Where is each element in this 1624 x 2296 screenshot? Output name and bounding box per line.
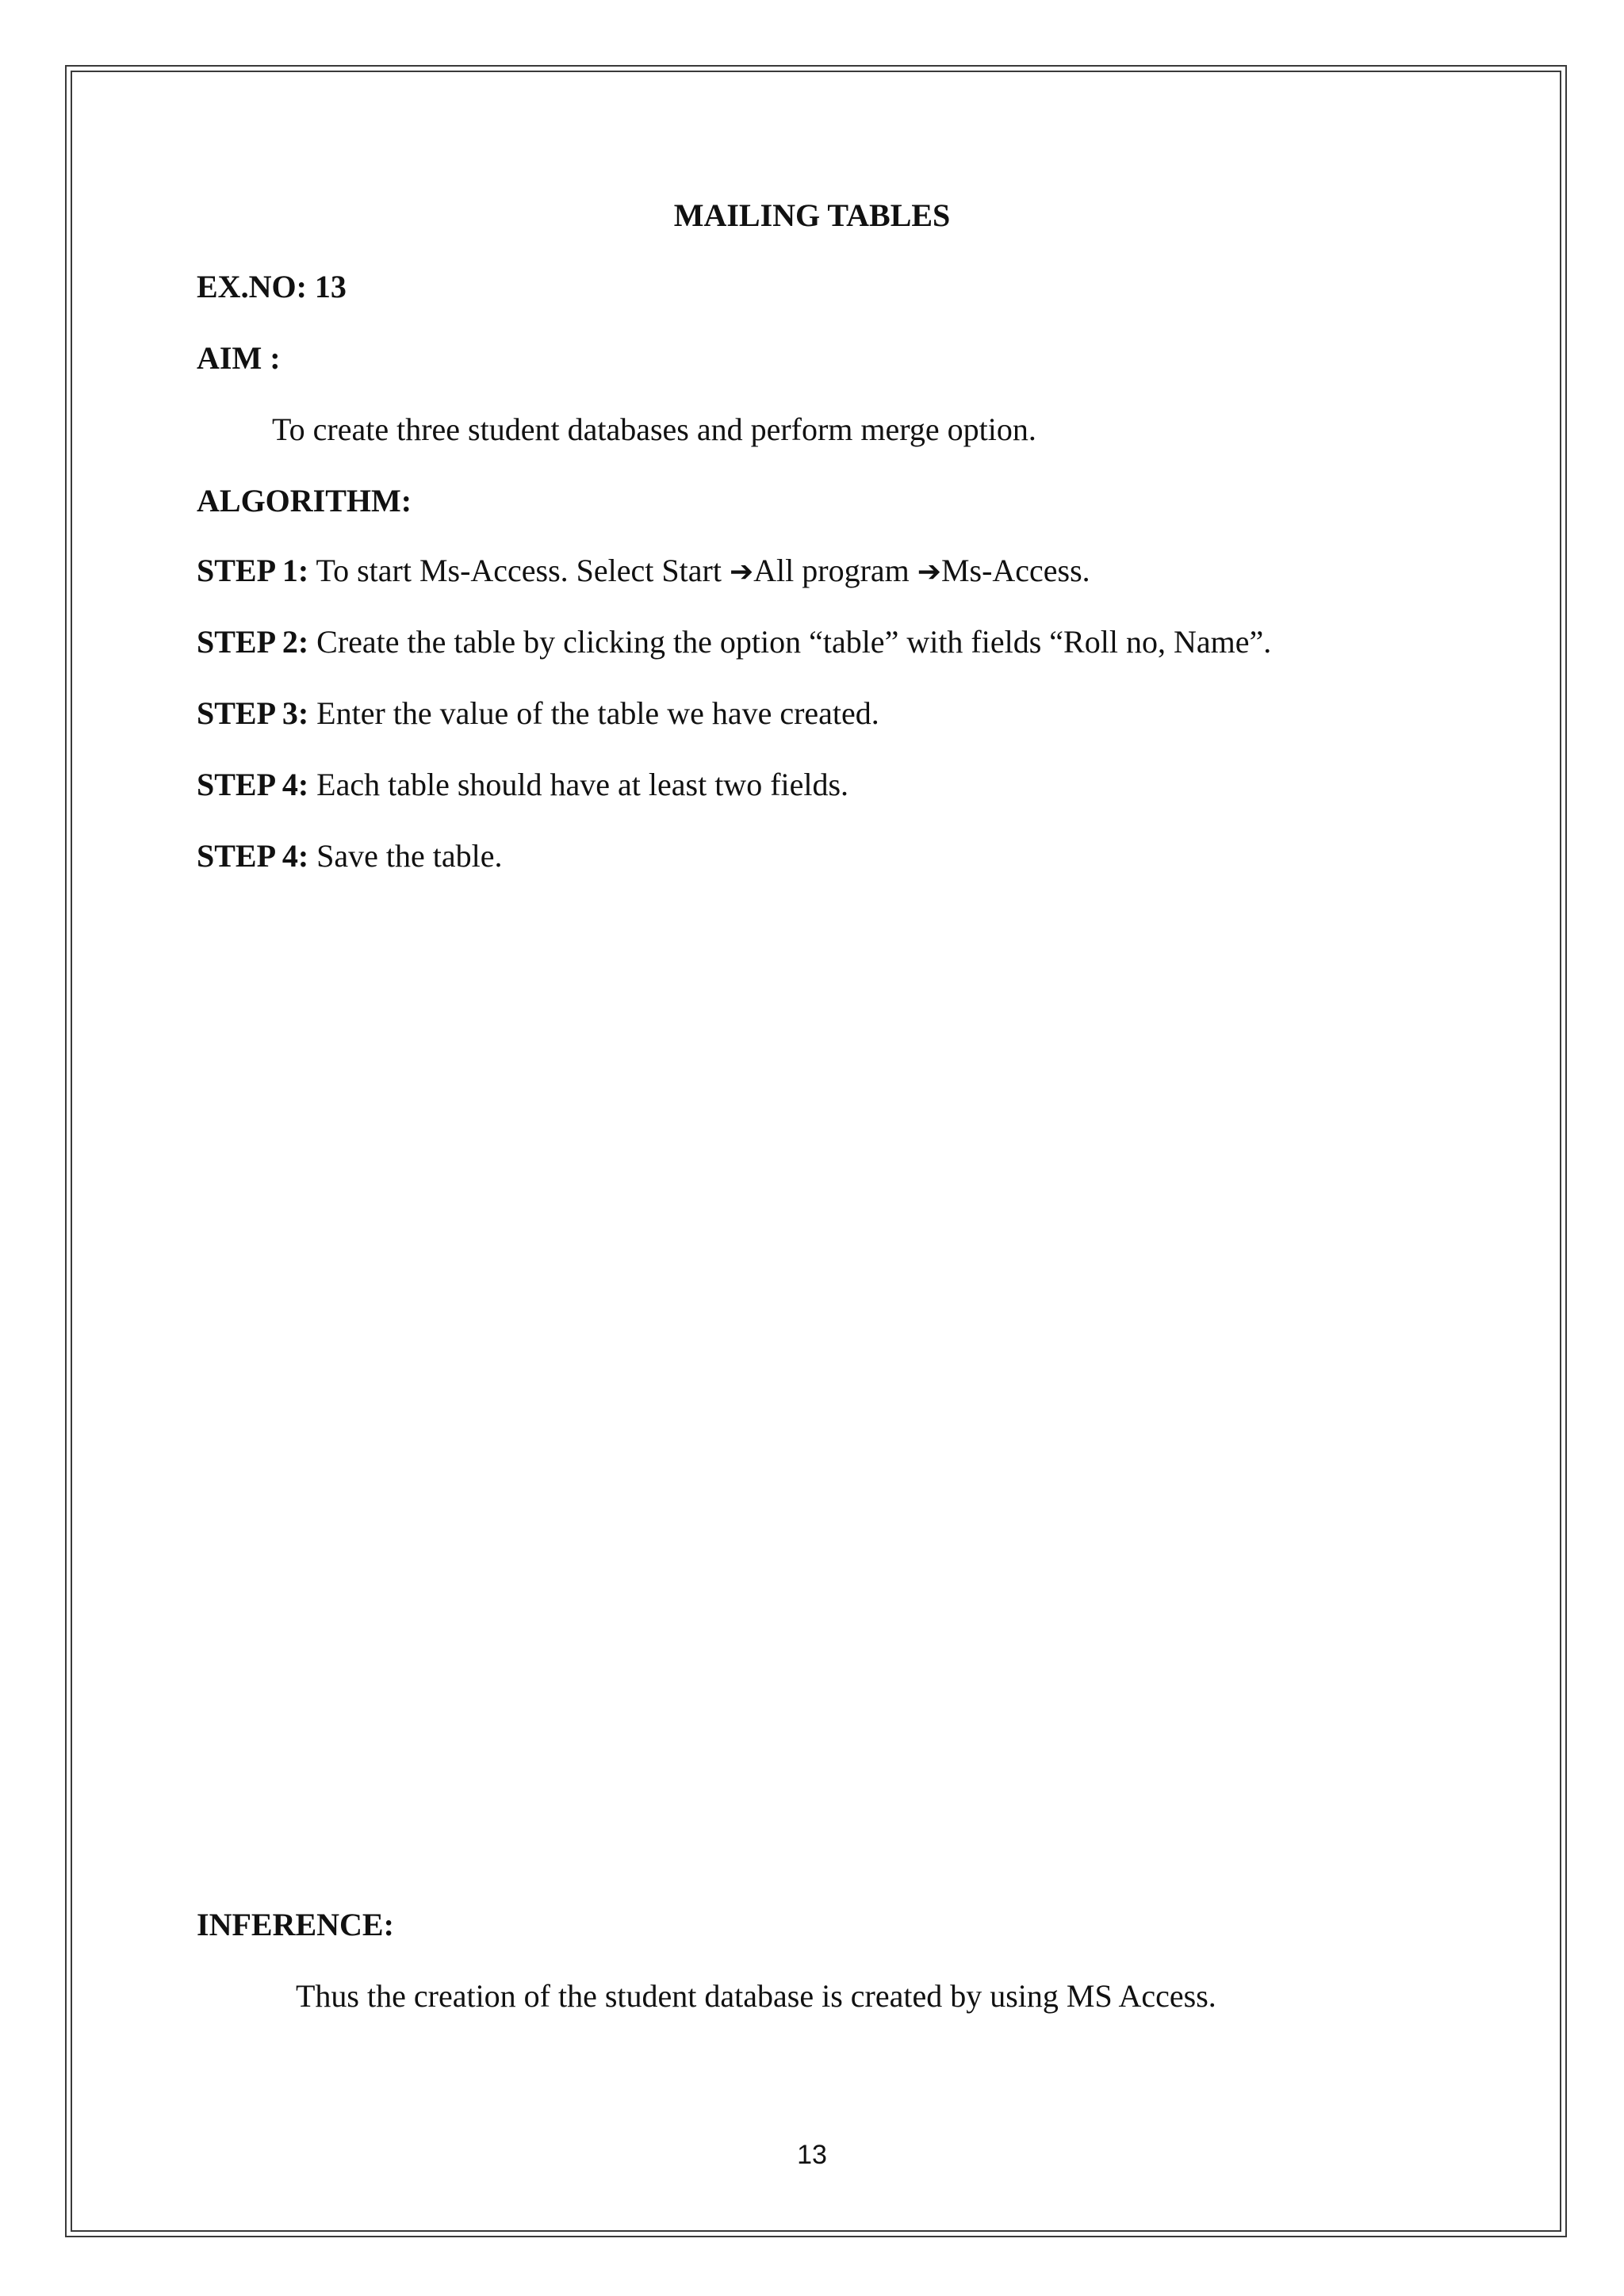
step-text: Ms-Access. [940,553,1090,588]
algorithm-heading: ALGORITHM: [197,483,412,519]
exercise-number: EX.NO: 13 [197,269,347,304]
step-text: Create the table by clicking the option “table” with fields “Roll no, Name”. [316,624,1272,660]
step-label: STEP 1: [197,553,309,588]
step-label: STEP 3: [197,695,309,731]
inference-heading: INFERENCE: [197,1907,394,1942]
arrow-right-icon: ➔ [917,556,941,588]
step-3 [197,695,879,733]
step-text: Save the table. [316,838,503,874]
inference-text: Thus the creation of the student database is created by using MS Access. [296,1978,1216,2014]
step-5 [197,837,503,875]
step-label: STEP 2: [197,624,309,660]
aim-heading: AIM : [197,340,281,376]
page-number: 13 [797,2140,827,2170]
step-text: To start Ms-Access. Select Start [316,553,730,588]
step-label: STEP 4: [197,767,309,802]
step-label: STEP 4: [197,838,309,874]
step-text: All program [753,553,917,588]
step-2 [197,623,1271,661]
step-text: Each table should have at least two fields. [316,767,849,802]
arrow-right-icon: ➔ [729,556,754,588]
aim-text: To create three student databases and perform merge option. [272,411,1036,447]
document-title: MAILING TABLES [673,197,951,233]
step-4 [197,766,848,804]
step-1 [197,552,1090,590]
step-text: Enter the value of the table we have created. [316,695,879,731]
